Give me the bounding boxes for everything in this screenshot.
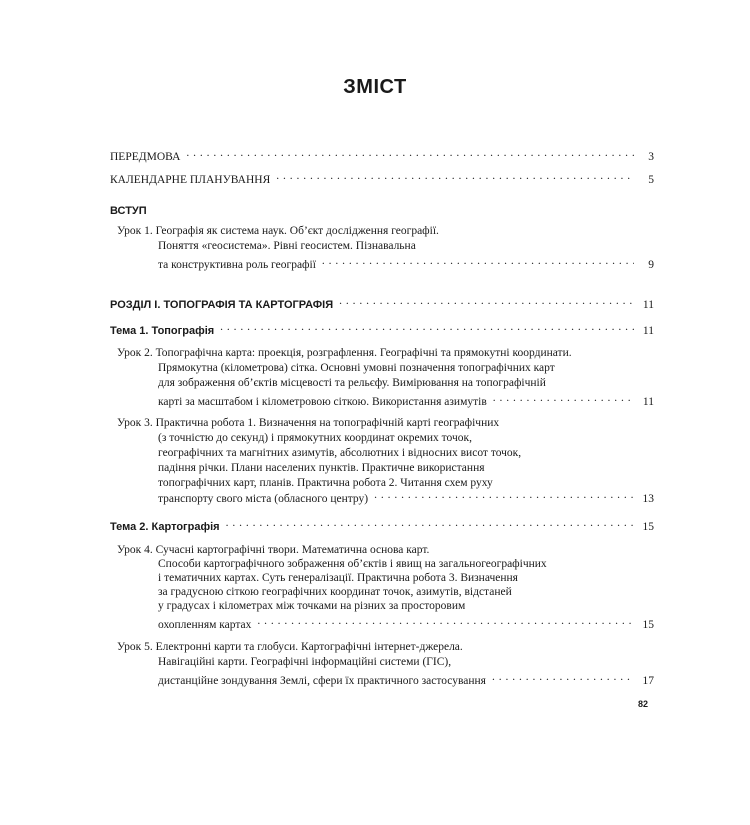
- lesson3-line: географічних та магнітних азимутів, абсолютних і відносних висот точок,: [158, 447, 522, 459]
- toc-page-number: 17: [642, 675, 654, 687]
- dot-leader: [226, 516, 634, 530]
- dot-leader: [322, 254, 634, 268]
- toc-entry-lesson1: [158, 254, 654, 271]
- toc-entry-label: РОЗДІЛ І. ТОПОГРАФІЯ ТА КАРТОГРАФІЯ: [110, 299, 334, 311]
- toc-entry-lesson5: [158, 670, 654, 687]
- dot-leader: [186, 146, 634, 160]
- lesson5-line: Урок 5. Електронні карти та глобуси. Картографічні інтернет-джерела.: [117, 641, 463, 653]
- toc-page-number: 5: [648, 174, 654, 186]
- toc-entry-label: КАЛЕНДАРНЕ ПЛАНУВАННЯ: [110, 174, 271, 186]
- toc-entry-kalendarne: [110, 169, 654, 186]
- dot-leader: [220, 320, 634, 334]
- toc-entry-tema1: [110, 320, 654, 337]
- lesson3-line: Урок 3. Практична робота 1. Визначення на топографічній карті географічних: [117, 417, 500, 429]
- toc-entry-tema2: [110, 516, 654, 533]
- section-heading-vstup: ВСТУП: [110, 205, 147, 217]
- toc-entry-label: та конструктивна роль географії: [158, 259, 316, 271]
- lesson1-line: Урок 1. Географія як система наук. Об’єкт дослідження географії.: [117, 225, 439, 237]
- lesson4-line: Способи картографічного зображення об’єктів і явищ на загальногеографічних: [158, 558, 547, 570]
- dot-leader: [339, 294, 634, 308]
- toc-entry-peredmova: [110, 146, 654, 163]
- toc-page-number: 9: [648, 259, 654, 271]
- lesson1-line: Поняття «геосистема». Рівні геосистем. Пізнавальна: [158, 240, 416, 252]
- toc-page-number: 13: [642, 493, 654, 505]
- lesson2-line: Прямокутна (кілометрова) сітка. Основні умовні позначення топографічних карт: [158, 362, 555, 374]
- toc-entry-section1: [110, 294, 654, 311]
- dot-leader: [374, 488, 634, 502]
- toc-page-number: 11: [642, 396, 654, 408]
- lesson3-line: топографічних карт, планів. Практична робота 2. Читання схем руху: [158, 477, 493, 489]
- dot-leader: [257, 614, 634, 628]
- toc-entry-lesson3: [158, 488, 654, 505]
- toc-entry-label: транспорту свого міста (обласного центру): [158, 493, 369, 505]
- lesson3-line: падіння річки. Плани населених пунктів. Практичне використання: [158, 462, 485, 474]
- toc-page-number: 15: [642, 521, 654, 533]
- lesson2-line: для зображення об’єктів місцевості та рельєфу. Вимірювання на топографічній: [158, 377, 546, 389]
- lesson5-line: Навігаційні карти. Географічні інформаційні системи (ГІС),: [158, 656, 452, 668]
- lesson3-line: (з точністю до секунд) і прямокутних координат окремих точок,: [158, 432, 472, 444]
- toc-entry-label: Тема 2. Картографія: [110, 521, 220, 533]
- toc-entry-label: ПЕРЕДМОВА: [110, 151, 181, 163]
- page-number: 82: [638, 699, 649, 709]
- dot-leader: [492, 670, 634, 684]
- toc-entry-label: дистанційне зондування Землі, сфери їх практичного застосування: [158, 675, 486, 687]
- lesson2-line: Урок 2. Топографічна карта: проекція, розграфлення. Географічні та прямокутні координати.: [117, 347, 572, 359]
- dot-leader: [493, 391, 634, 405]
- toc-page-number: 11: [642, 299, 654, 311]
- toc-page-number: 15: [642, 619, 654, 631]
- page-title: ЗМІСТ: [343, 76, 407, 98]
- toc-page-number: 11: [642, 325, 654, 337]
- toc-entry-label: Тема 1. Топографія: [110, 325, 215, 337]
- toc-entry-lesson2: [158, 391, 654, 408]
- toc-entry-lesson4: [158, 614, 654, 631]
- lesson4-line: за градусною сіткою географічних координат точок, азимутів, відстаней: [158, 586, 512, 598]
- toc-entry-label: охопленням картах: [158, 619, 252, 631]
- lesson4-line: і тематичних картах. Суть генералізації. Практична робота 3. Визначення: [158, 572, 518, 584]
- toc-entry-label: карті за масштабом і кілометровою сіткою. Використання азимутів: [158, 396, 487, 408]
- toc-page-number: 3: [648, 151, 654, 163]
- dot-leader: [276, 169, 634, 183]
- lesson4-line: у градусах і кілометрах між точками на різних за просторовим: [158, 600, 466, 612]
- lesson4-line: Урок 4. Сучасні картографічні твори. Математична основа карт.: [117, 544, 430, 556]
